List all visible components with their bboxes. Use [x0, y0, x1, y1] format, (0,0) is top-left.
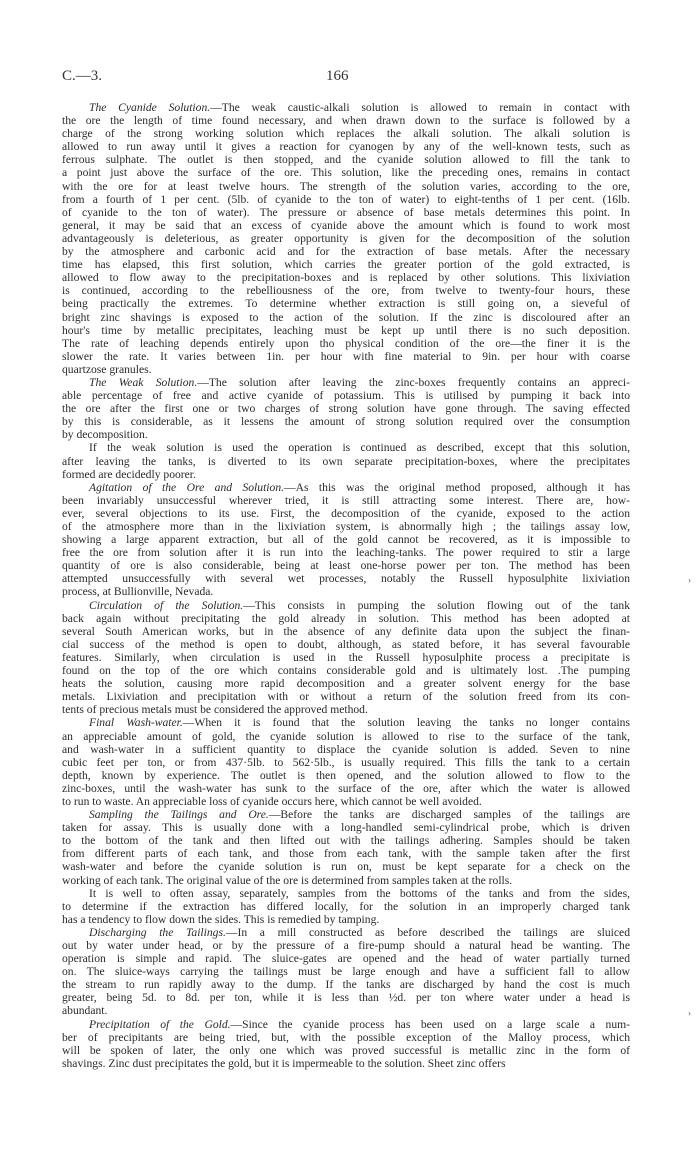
text-line — [62, 481, 630, 494]
line-text: allowed to run away until it gives a reaction for cyanogen by any of the well-known tests, such as — [62, 140, 630, 154]
section-heading: Final Wash-water. — [89, 716, 183, 730]
paragraph — [62, 481, 630, 599]
text-line — [62, 507, 630, 520]
line-text: and wash-water in a sufficient quantity to displace the cyanide solution is added. Seven to nine — [62, 742, 630, 756]
line-text: the stream to run rapidly away to the dump. If the tanks are discharged by hand the cost is much — [62, 978, 630, 992]
line-text: shavings. Zinc dust precipitates the gold, but it is impermeable to the solution. Sheet zinc offers — [62, 1056, 506, 1070]
line-text: —Before the tanks are discharged samples of the tailings are — [268, 808, 630, 822]
line-text: the ore the length of time found necessary, and when drawn down to the surface is followed by a — [62, 114, 630, 128]
paragraph — [62, 101, 630, 376]
text-line — [62, 311, 630, 324]
text-line — [62, 625, 630, 638]
line-text: the ore after the first one or two charges of strong solution have gone through. The saving effected — [62, 402, 630, 416]
text-line — [62, 1057, 630, 1070]
text-line — [62, 651, 630, 664]
line-text: formed are decidedly poorer. — [62, 467, 196, 481]
line-text: to the bottom of the tank and then lifted out with the tailings adhering. Samples should be taken — [62, 834, 630, 848]
paragraph — [62, 376, 630, 441]
text-line — [62, 965, 630, 978]
text-line — [62, 376, 630, 389]
text-line — [62, 468, 630, 481]
line-text: after leaving the tanks, is diverted to its own separate precipitation-boxes, where the precipitates — [62, 454, 630, 468]
paragraph — [62, 887, 630, 926]
text-line — [62, 887, 630, 900]
line-text: will be spoken of later, the only one which was proved successful is metallic zinc in the form of — [62, 1043, 630, 1057]
line-text: on. The sluice-ways carrying the tailings must be large enough and have a sufficient fall to allow — [62, 965, 630, 979]
text-line — [62, 546, 630, 559]
line-text: quantity of ore is also considerable, being at least one-horse power per ton. The method has been — [62, 559, 630, 573]
text-line — [62, 1031, 630, 1044]
text-line — [62, 441, 630, 454]
text-line — [62, 389, 630, 402]
line-text: If the weak solution is used the operation is continued as described, except that this solution, — [89, 441, 630, 455]
text-line — [62, 926, 630, 939]
line-text: back again without precipitating the gold already in solution. This method has been adopted at — [62, 611, 630, 625]
text-line — [62, 730, 630, 743]
text-line — [62, 743, 630, 756]
text-line — [62, 991, 630, 1004]
line-text: advantageously is deleterious, as greater opportunity is given for the decomposition of the solution — [62, 231, 630, 245]
section-heading: Circulation of the Solution. — [89, 598, 244, 612]
line-text: found on the top of the ore which contains considerable gold and is ultimately lost. .The pumping — [62, 664, 630, 678]
text-line — [62, 455, 630, 468]
line-text: allowed to flow away to the precipitation-boxes and is replaced by other solutions. This lixiviation — [62, 271, 630, 285]
line-text: general, it may be said that an excess of cyanide above the amount which is found to work most — [62, 218, 630, 232]
line-text: zinc-boxes, until the wash-water has sunk to the surface of the ore, after which the water is allowed — [62, 781, 630, 795]
line-text: —In a mill constructed as before described the tailings are sluiced — [225, 925, 630, 939]
text-line — [62, 140, 630, 153]
line-text: ferrous sulphate. The outlet is then stopped, and the cyanide solution allowed to fill the tank to — [62, 153, 630, 167]
line-text: working of each tank. The original value of the ore is determined from samples taken at the rolls. — [62, 873, 513, 887]
line-text: wash-water and before the cyanide solution is run on, must be kept separate for a check on the — [62, 860, 630, 874]
text-line — [62, 1018, 630, 1031]
text-line — [62, 114, 630, 127]
text-line — [62, 952, 630, 965]
text-line — [62, 428, 630, 441]
text-line — [62, 402, 630, 415]
text-line — [62, 559, 630, 572]
text-line — [62, 232, 630, 245]
line-text: ber of precipitants are being tried, but, with the possible exception of the Malloy process, which — [62, 1030, 630, 1044]
text-line — [62, 193, 630, 206]
line-text: cial success of the method is open to doubt, although, as stated before, it has several favourable — [62, 637, 630, 651]
text-line — [62, 913, 630, 926]
line-text: —This consists in pumping the solution flowing out of the tank — [243, 598, 630, 612]
text-line — [62, 808, 630, 821]
line-text: depth, known by experience. The outlet is then opened, and the solution allowed to flow to the — [62, 768, 630, 782]
text-line — [62, 206, 630, 219]
line-text: ever, several objections to its use. First, the decomposition of the cyanide, exposed to the action — [62, 506, 630, 520]
text-line — [62, 337, 630, 350]
section-heading: Discharging the Tailings. — [89, 925, 226, 939]
line-text: being practically the extremes. To determine whether extraction is still going on, a sieveful of — [62, 297, 630, 311]
text-line — [62, 677, 630, 690]
text-line — [62, 769, 630, 782]
text-line — [62, 860, 630, 873]
line-text: process, at Bullionville, Nevada. — [62, 585, 214, 599]
margin-mark: › — [688, 1008, 691, 1018]
text-line — [62, 284, 630, 297]
line-text: by this is considerable, as it lessens the amount of strong solution required over the consumption — [62, 415, 630, 429]
line-text: been invariably unsuccessful wherever tried, it is still attracting some interest. There are, how- — [62, 493, 630, 507]
text-line — [62, 101, 630, 114]
section-heading: Sampling the Tailings and Ore. — [89, 808, 269, 822]
text-line — [62, 716, 630, 729]
line-text: from different parts of each tank, and those from each tank, with the sample taken after the first — [62, 847, 630, 861]
line-text: with the ore for at least twelve hours. The strength of the solution varies, according to the ore, — [62, 179, 630, 193]
text-line — [62, 782, 630, 795]
line-text: slower the rate. It varies between 1in. per hour with fine material to 9in. per hour with coarse — [62, 349, 630, 363]
text-line — [62, 1004, 630, 1017]
text-line — [62, 1044, 630, 1057]
text-line — [62, 350, 630, 363]
line-text: abundant. — [62, 1004, 108, 1018]
text-line — [62, 703, 630, 716]
line-text: —The weak caustic-alkali solution is allowed to remain in contact with — [210, 101, 630, 114]
line-text: time has elapsed, this first solution, which carries the greater portion of the gold extracted, is — [62, 258, 630, 272]
paragraph — [62, 599, 630, 717]
text-line — [62, 874, 630, 887]
line-text: by the atmosphere and carbonic acid and for the extraction of base metals. After the necessary — [62, 245, 630, 259]
text-line — [62, 180, 630, 193]
text-line — [62, 939, 630, 952]
line-text: has a tendency to flow down the sides. This is remedied by tamping. — [62, 912, 380, 926]
text-line — [62, 219, 630, 232]
line-text: features. Similarly, when circulation is used in the Russell hyposulphite process a precipitate is — [62, 650, 630, 664]
line-text: able percentage of free and active cyanide of potassium. This is utilised by pumping it back into — [62, 389, 630, 403]
line-text: cubic feet per ton, or from 437·5lb. to 562·5lb., is usually required. This fills the tank to a certain — [62, 755, 630, 769]
line-text: free the ore from solution after it is run into the leaching-tanks. The power required to stir a large — [62, 546, 630, 560]
paragraph — [62, 1018, 630, 1070]
line-text: attempted unsuccessfully with several wet processes, notably the Russell hyposulphite lixiviation — [62, 572, 630, 586]
line-text: several South American works, but in the absence of any definite data upon the subject the finan- — [62, 624, 630, 638]
line-text: out by water under head, or by the pressure of a fire-pump should a natural head be wanting. The — [62, 939, 630, 952]
line-text: heats the solution, causing more rapid decomposition and a greater solvent energy for the base — [62, 677, 630, 691]
text-line — [62, 127, 630, 140]
line-text: bright zinc shavings is exposed to the action of the solution. If the zinc is discoloured after an — [62, 310, 630, 324]
line-text: showing a large apparent extraction, but all of the gold cannot be recovered, as it is impossible to — [62, 533, 630, 547]
document-body — [62, 101, 630, 1070]
text-line — [62, 599, 630, 612]
paragraph — [62, 716, 630, 808]
line-text: taken for assay. This is usually done with a long-handled semi-cylindrical probe, which is driven — [62, 821, 630, 835]
text-line — [62, 847, 630, 860]
line-text: The rate of leaching depends entirely upon tho physical condition of the ore—the finer it is the — [62, 336, 630, 350]
text-line — [62, 978, 630, 991]
line-text: metals. Lixiviation and precipitation with or without a return of the solution freed from its con- — [62, 690, 630, 704]
line-text: to run to waste. An appreciable loss of cyanide occurs here, which cannot be well avoided. — [62, 794, 482, 808]
text-line — [62, 664, 630, 677]
line-text: tents of precious metals must be considered the approved method. — [62, 703, 368, 717]
line-text: of the atmosphere more than in the lixiviation system, is abnormally high ; the tailings assay low, — [62, 520, 630, 533]
line-text: greater, being 5d. to 8d. per ton, while it is less than ½d. per ton where water under a head is — [62, 991, 630, 1005]
text-line — [62, 494, 630, 507]
text-line — [62, 363, 630, 376]
text-line — [62, 795, 630, 808]
text-line — [62, 821, 630, 834]
section-heading: The Weak Solution. — [89, 375, 198, 389]
line-text: of cyanide to the ton of water). The pressure or absence of base metals determines this point. In — [62, 205, 630, 219]
line-text: a point just above the surface of the ore. This solution, like the preceding ones, remains in contact — [62, 166, 630, 180]
section-heading: Precipitation of the Gold. — [89, 1017, 231, 1031]
line-text: hour's time by metallic precipitates, leaching must be kept up until there is no such deposition. — [62, 323, 630, 337]
text-line — [62, 585, 630, 598]
text-line — [62, 834, 630, 847]
text-line — [62, 612, 630, 625]
text-line — [62, 245, 630, 258]
line-text: is continued, according to the rebelliousness of the ore, from twelve to twenty-four hours, these — [62, 284, 630, 298]
text-line — [62, 690, 630, 703]
text-line — [62, 271, 630, 284]
line-text: —As this was the original method proposed, although it has — [284, 480, 630, 494]
page-number: 166 — [326, 68, 349, 84]
section-heading: Agitation of the Ore and Solution. — [89, 480, 285, 494]
text-line — [62, 415, 630, 428]
paragraph — [62, 808, 630, 887]
line-text: to determine if the extraction has differed locally, for the solution in an improperly charged tank — [62, 899, 630, 913]
text-line — [62, 572, 630, 585]
text-line — [62, 166, 630, 179]
line-text: —The solution after leaving the zinc-boxes frequently contains an appreci- — [197, 375, 630, 389]
line-text: —When it is found that the solution leaving the tanks no longer contains — [182, 716, 630, 730]
paragraph — [62, 926, 630, 1018]
text-line — [62, 638, 630, 651]
text-line — [62, 900, 630, 913]
section-heading: The Cyanide Solution. — [89, 101, 211, 114]
text-line — [62, 324, 630, 337]
line-text: —Since the cyanide process has been used on a large scale a num- — [230, 1017, 630, 1031]
text-line — [62, 153, 630, 166]
text-line — [62, 258, 630, 271]
line-text: charge of the strong working solution which replaces the alkali solution. The alkali solution is — [62, 127, 630, 141]
paragraph — [62, 441, 630, 480]
text-line — [62, 297, 630, 310]
text-line — [62, 756, 630, 769]
text-line — [62, 533, 630, 546]
text-line — [62, 520, 630, 533]
line-text: from a fourth of 1 per cent. (5lb. of cyanide to the ton of water) to eight-tenths of 1 per cent. (16lb. — [62, 192, 630, 206]
margin-mark: › — [688, 575, 691, 585]
line-text: quartzose granules. — [62, 362, 152, 376]
line-text: an appreciable amount of gold, the cyanide solution is allowed to rise to the surface of the tank, — [62, 729, 630, 743]
line-text: by decomposition. — [62, 428, 148, 442]
line-text: It is well to often assay, separately, samples from the bottoms of the tanks and from the sides, — [89, 886, 630, 900]
line-text: operation is simple and rapid. The sluice-gates are opened and the head of water partially turned — [62, 952, 630, 966]
document-reference: C.—3. — [62, 68, 103, 84]
